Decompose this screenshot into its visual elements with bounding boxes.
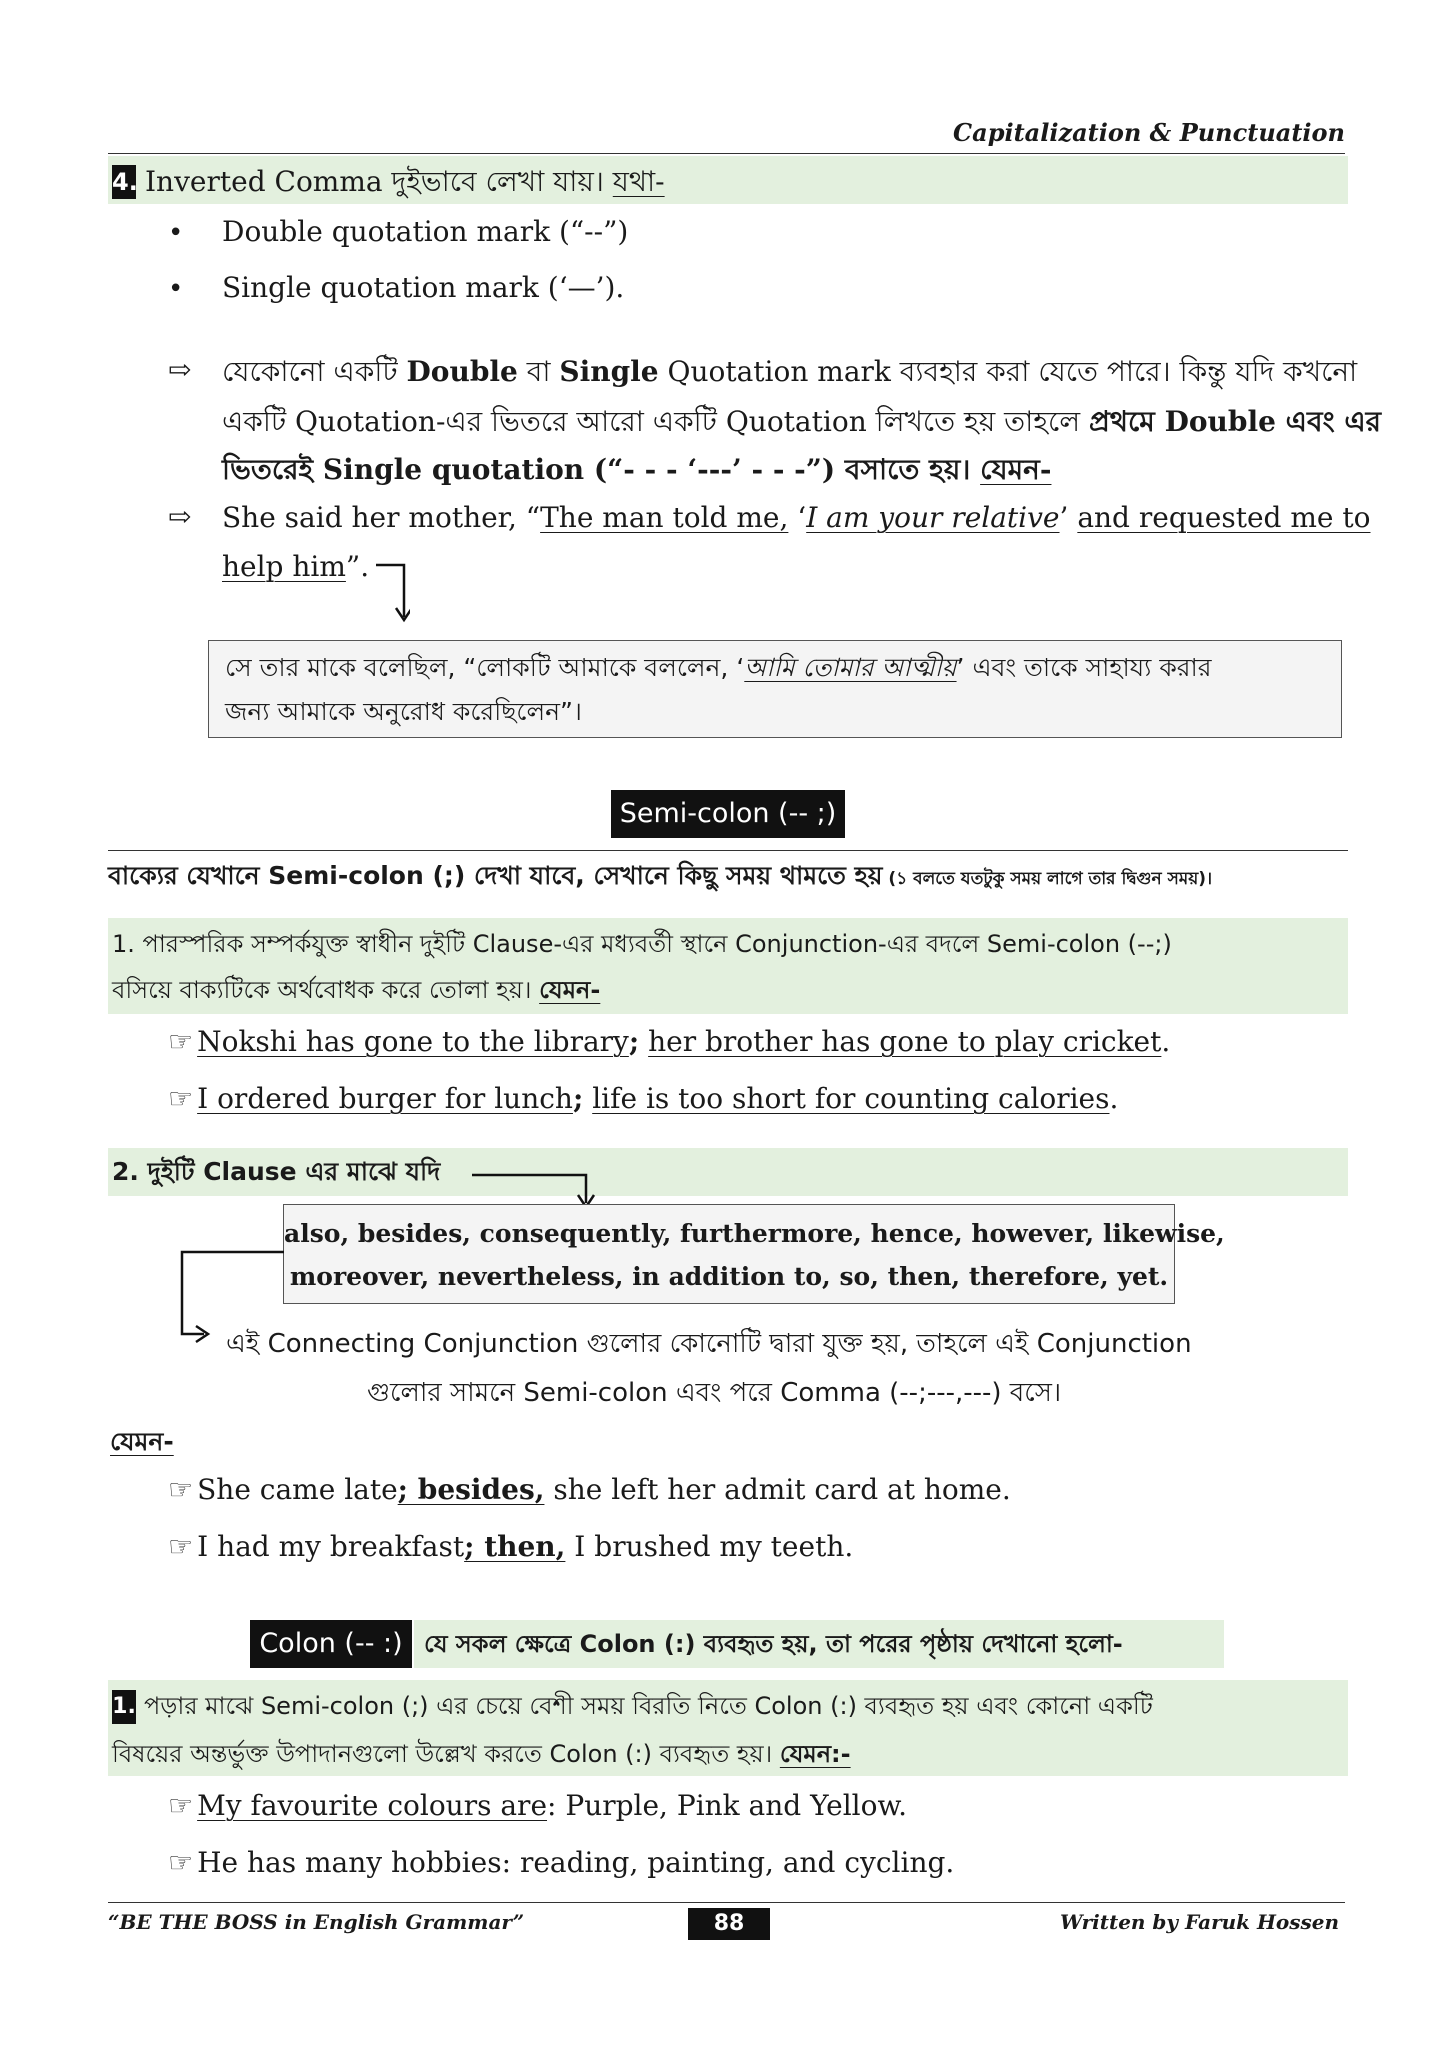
- semicolon-rule-2-after-line-1: এই Connecting Conjunction গুলোর কোনোটি দ্বারা যুক্ত হয়, তাহলে এই Conjunction: [226, 1329, 1192, 1359]
- semicolon-example-2: ☞ I ordered burger for lunch; life is too short for counting calories.: [168, 1082, 1119, 1115]
- example-label: যেমন-: [110, 1427, 174, 1456]
- pointing-hand-icon: ☞: [168, 1789, 194, 1822]
- conjunction-list-line-1: also, besides, consequently, furthermore, hence, however, likewise,: [284, 1219, 1225, 1248]
- bullet-double-quotation: Double quotation mark (“--”): [222, 215, 629, 248]
- right-down-arrow-icon: [470, 1165, 600, 1209]
- bullet-icon: •: [168, 218, 184, 248]
- page-number: 88: [688, 1908, 770, 1940]
- conjunction-list-line-2: moreover, nevertheless, in addition to, so, then, therefore, yet.: [289, 1262, 1169, 1291]
- pointing-hand-icon: ☞: [168, 1530, 194, 1563]
- quotation-rule-line-3: ভিতরেই Single quotation (“- - - ‘---’ - - -”) বসাতে হয়। যেমন-: [222, 453, 1052, 486]
- semicolon-intro: বাক্যের যেখানে Semi-colon (;) দেখা যাবে, সেখানে কিছু সময় থামতে হয় (১ বলতে যতটুকু সময় লাগে তার দ্বিগুন সময়)।: [108, 861, 1213, 890]
- footer-book-title: “BE THE BOSS in English Grammar”: [108, 1910, 525, 1934]
- inverted-comma-heading: Inverted Comma দুইভাবে লেখা যায়। যথা-: [145, 165, 665, 198]
- footer-author: Written by Faruk Hossen: [1060, 1910, 1339, 1934]
- colon-number-1: 1.: [112, 1690, 136, 1724]
- page-header-title: Capitalization & Punctuation: [953, 118, 1345, 147]
- translation-box: [208, 640, 1342, 738]
- colon-title-tail: যে সকল ক্ষেত্রে Colon (:) ব্যবহৃত হয়, তা পরের পৃষ্ঠায় দেখানো হলো-: [414, 1620, 1224, 1668]
- colon-title: Colon (-- :): [250, 1620, 412, 1668]
- pointing-hand-icon: ☞: [168, 1082, 194, 1115]
- pointing-hand-icon: ☞: [168, 1025, 194, 1058]
- quotation-example-line-1: She said her mother, “The man told me, ‘I am your relative’ and requested me to: [222, 501, 1371, 534]
- semicolon-rule-2-heading: 2. দুইটি Clause এর মাঝে যদি: [112, 1157, 441, 1186]
- bullet-icon: •: [168, 274, 184, 304]
- colon-rule-line-2: বিষয়ের অন্তর্ভুক্ত উপাদানগুলো উল্লেখ করতে Colon (:) ব্যবহৃত হয়। যেমন:-: [112, 1740, 851, 1768]
- translation-line-2: জন্য আমাকে অনুরোধ করেছিলেন”।: [225, 697, 582, 726]
- colon-example-2: ☞ He has many hobbies: reading, painting, and cycling.: [168, 1846, 955, 1879]
- colon-example-1: ☞ My favourite colours are: Purple, Pink and Yellow.: [168, 1789, 908, 1822]
- quotation-example-line-2: help him”.: [222, 550, 370, 583]
- translation-line-1: সে তার মাকে বলেছিল, “লোকটি আমাকে বললেন, ‘আমি তোমার আত্মীয়’ এবং তাকে সাহায্য করার: [225, 653, 1212, 682]
- semicolon-rule-1-line-2: বসিয়ে বাক্যটিকে অর্থবোধক করে তোলা হয়। যেমন-: [112, 976, 601, 1004]
- quotation-rule-line-2: একটি Quotation-এর ভিতরে আরো একটি Quotation লিখতে হয় তাহলে প্রথমে Double এবং এর: [222, 405, 1382, 438]
- quotation-rule-line-1: যেকোনো একটি Double বা Single Quotation mark ব্যবহার করা যেতে পারে। কিন্তু যদি কখনো: [222, 355, 1358, 388]
- footer-rule: [108, 1902, 1345, 1903]
- conjunction-list-box: [283, 1204, 1225, 1304]
- arrow-right-icon: ⇨: [168, 500, 192, 533]
- arrow-right-icon: ⇨: [168, 353, 192, 386]
- section-number-4: 4.: [112, 165, 136, 199]
- semicolon-example-4: ☞ I had my breakfast; then, I brushed my teeth.: [168, 1530, 854, 1563]
- semicolon-example-3: ☞ She came late; besides, she left her admit card at home.: [168, 1473, 1011, 1506]
- pointing-hand-icon: ☞: [168, 1473, 194, 1506]
- bullet-single-quotation: Single quotation mark (‘—’).: [222, 271, 625, 304]
- header-rule: [108, 153, 1345, 154]
- down-arrow-connector-icon: [370, 562, 410, 626]
- colon-rule-line-1: পড়ার মাঝে Semi-colon (;) এর চেয়ে বেশী সময় বিরতি নিতে Colon (:) ব্যবহৃত হয় এবং কোনো একটি: [144, 1692, 1153, 1720]
- pointing-hand-icon: ☞: [168, 1846, 194, 1879]
- semicolon-title: Semi-colon (-- ;): [611, 790, 845, 838]
- semicolon-example-1: ☞ Nokshi has gone to the library; her brother has gone to play cricket.: [168, 1025, 1171, 1058]
- semicolon-rule-2-after-line-2: গুলোর সামনে Semi-colon এবং পরে Comma (--;---,---) বসে।: [367, 1378, 1062, 1408]
- semicolon-intro-rule: [108, 850, 1348, 851]
- semicolon-rule-1-line-1: 1. পারস্পরিক সম্পর্কযুক্ত স্বাধীন দুইটি Clause-এর মধ্যবর্তী স্থানে Conjunction-এর বদলে Semi-colon (--;): [112, 930, 1172, 958]
